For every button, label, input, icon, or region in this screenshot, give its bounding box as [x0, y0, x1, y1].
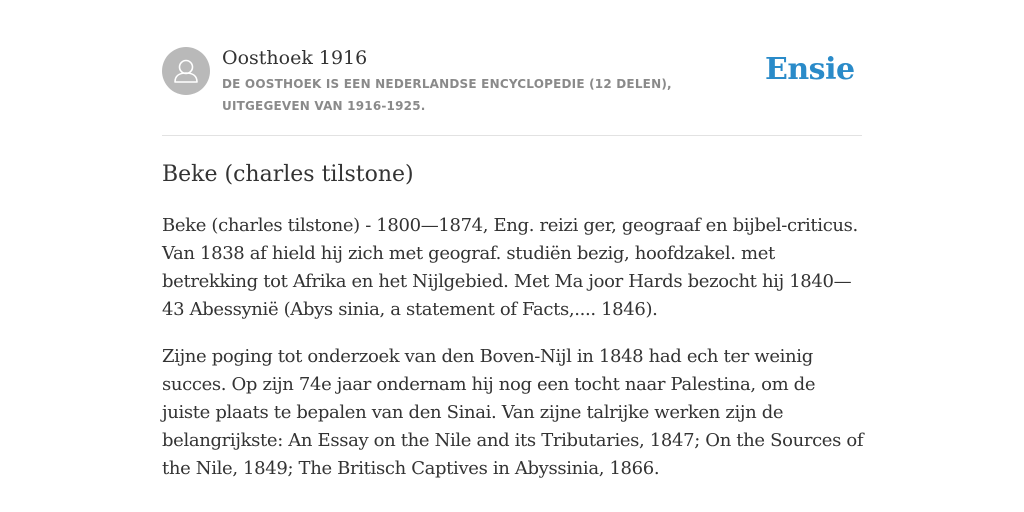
article-paragraph: Beke (charles tilstone) - 1800—1874, Eng. reizi ger, geograaf en bijbel-criticus. Van 1838 af hield hij zich met geograf. studiën bezig, hoofdzakel. met betrekking tot Afrika en het Nijlgebied. Met Ma joor Hards bezocht hij 1840— 43 Abessynië (Abys sinia, a statement of Facts,.... 1846).	[162, 215, 858, 320]
article-paragraph: Zijne poging tot onderzoek van den Boven-Nijl in 1848 had ech ter weinig succes. Op zijn 74e jaar ondernam hij nog een tocht naar Palestina, om de juiste plaats te bepalen van den Sinai. Van zijne talrijke werken zijn de belangrijkste: An Essay on the Nile and its Tributaries, 1847; On the Sources of the Nile, 1849; The Britisch Captives in Abyssinia, 1866.	[162, 346, 864, 479]
article-body	[162, 212, 866, 502]
source-description: DE OOSTHOEK IS EEN NEDERLANDSE ENCYCLOPEDIE (12 DELEN), UITGEGEVEN VAN 1916-1925.	[222, 77, 672, 113]
avatar[interactable]	[162, 47, 210, 95]
article-title: Beke (charles tilstone)	[162, 162, 414, 187]
source-name[interactable]: Oosthoek 1916	[222, 47, 368, 69]
ensie-logo[interactable]: Ensie	[765, 52, 855, 87]
user-icon	[162, 47, 210, 95]
source-header	[162, 44, 862, 136]
